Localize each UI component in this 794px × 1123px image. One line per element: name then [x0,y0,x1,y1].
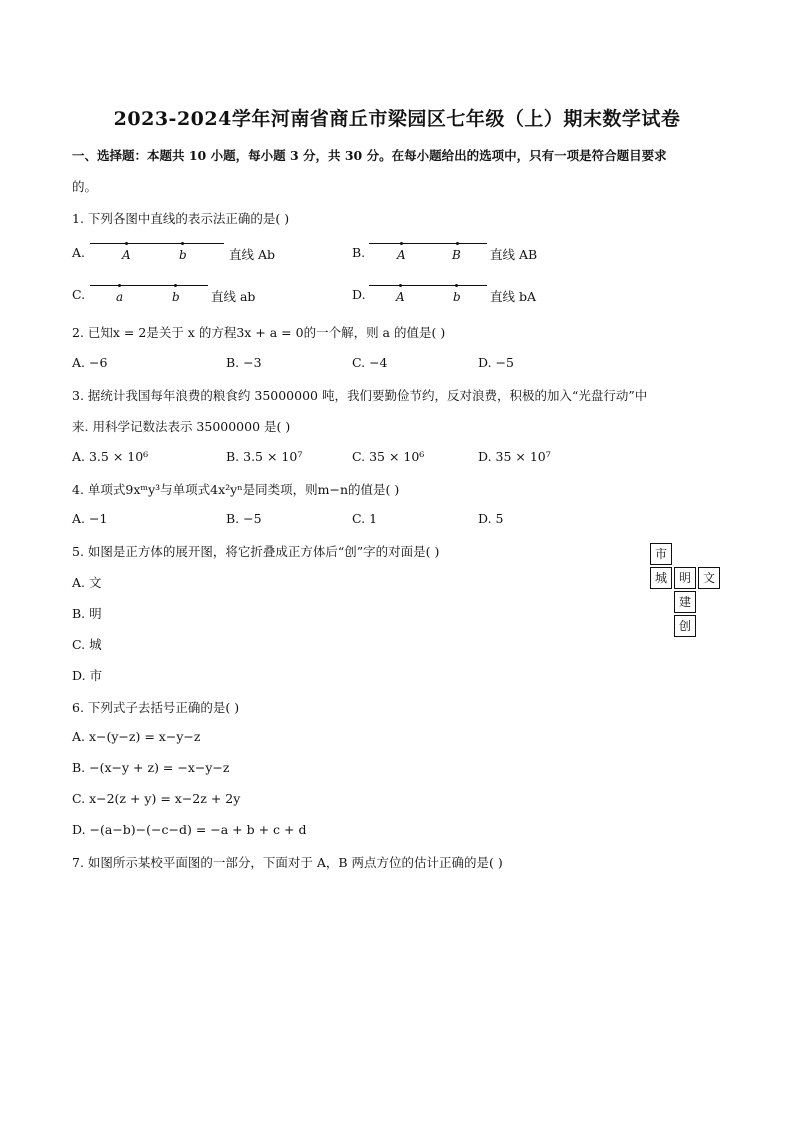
q1-d-point2 [455,284,458,287]
q1-c-line [90,285,208,286]
q7-stem: 7. 如图所示某校平面图的一部分，下面对于 A，B 两点方位的估计正确的是( ) [72,855,503,870]
q1-d-caption: 直线 bA [490,289,537,304]
q1-c-point2-label: b [172,290,180,304]
q1-a-letter: A. [72,245,86,260]
q3-option-b: B. 3.5 × 10⁷ [226,449,303,464]
q2-stem: 2. 已知x = 2是关于 x 的方程3x + a = 0的一个解，则 a 的值是( ) [72,325,446,340]
q1-b-point1-label: A [397,248,406,262]
q1-c-letter: C. [72,287,86,302]
q4-option-b: B. −5 [226,511,262,526]
q1-a-point1 [125,242,128,245]
q1-b-point1 [400,242,403,245]
q3-option-c: C. 35 × 10⁶ [352,449,425,464]
q1-c-caption: 直线 ab [211,289,256,304]
q4-option-a: A. −1 [72,511,108,526]
q5-option-b: B. 明 [72,606,102,621]
q6-option-c: C. x−2(z + y) = x−2z + 2y [72,791,241,806]
q3-option-d: D. 35 × 10⁷ [478,449,551,464]
q2-option-b: B. −3 [226,355,262,370]
section-heading-line1: 一、选择题：本题共 10 小题，每小题 3 分，共 30 分。在每小题给出的选项中，只有一项是符合题目要求 [72,148,667,163]
q1-c-point2 [174,284,177,287]
q1-a-point2-label: b [179,248,187,262]
q2-option-a: A. −6 [72,355,108,370]
q2-option-d: D. −5 [478,355,514,370]
q1-b-letter: B. [352,245,366,260]
q6-option-a: A. x−(y−z) = x−y−z [72,729,201,744]
net-cell-wen: 文 [698,567,720,589]
q5-option-a: A. 文 [72,575,102,590]
q1-d-point1 [399,284,402,287]
q1-b-point2 [456,242,459,245]
net-cell-chuang: 创 [674,615,696,637]
q6-stem: 6. 下列式子去括号正确的是( ) [72,700,240,715]
q1-a-line [90,243,224,244]
q3-stem-line2: 来. 用科学记数法表示 35000000 是( ) [72,419,291,434]
page-title: 2023-2024学年河南省商丘市梁园区七年级（上）期末数学试卷 [113,108,681,130]
q4-option-d: D. 5 [478,511,504,526]
q2-option-c: C. −4 [352,355,388,370]
net-cell-shi: 市 [650,543,672,565]
q6-option-b: B. −(x−y + z) = −x−y−z [72,760,230,775]
net-cell-cheng: 城 [650,567,672,589]
q1-stem: 1. 下列各图中直线的表示法正确的是( ) [72,211,290,226]
net-cell-ming: 明 [674,567,696,589]
q1-d-point2-label: b [453,290,461,304]
q4-option-c: C. 1 [352,511,378,526]
q1-c-point1-label: a [116,290,124,304]
q5-stem: 5. 如图是正方体的展开图，将它折叠成正方体后“创”字的对面是( ) [72,544,440,559]
q1-a-point2 [181,242,184,245]
q1-d-line [369,285,487,286]
q3-stem-line1: 3. 据统计我国每年浪费的粮食约 35000000 吨，我们要勤俭节约，反对浪费，积极的加入“光盘行动”中 [72,388,648,403]
q5-option-c: C. 城 [72,637,102,652]
q1-c-point1 [118,284,121,287]
q6-option-d: D. −(a−b)−(−c−d) = −a + b + c + d [72,822,307,837]
q1-d-letter: D. [352,287,366,302]
section-heading-line2: 的。 [72,179,98,194]
q1-d-point1-label: A [396,290,405,304]
q5-option-d: D. 市 [72,668,103,683]
q1-a-point1-label: A [122,248,131,262]
net-cell-jian: 建 [674,591,696,613]
q1-b-caption: 直线 AB [490,247,538,262]
q1-a-caption: 直线 Ab [229,247,276,262]
q1-b-point2-label: B [452,248,461,262]
q3-option-a: A. 3.5 × 10⁶ [72,449,149,464]
q4-stem: 4. 单项式9xᵐy³与单项式4x²yⁿ是同类项，则m−n的值是( ) [72,482,400,497]
q1-b-line [369,243,487,244]
